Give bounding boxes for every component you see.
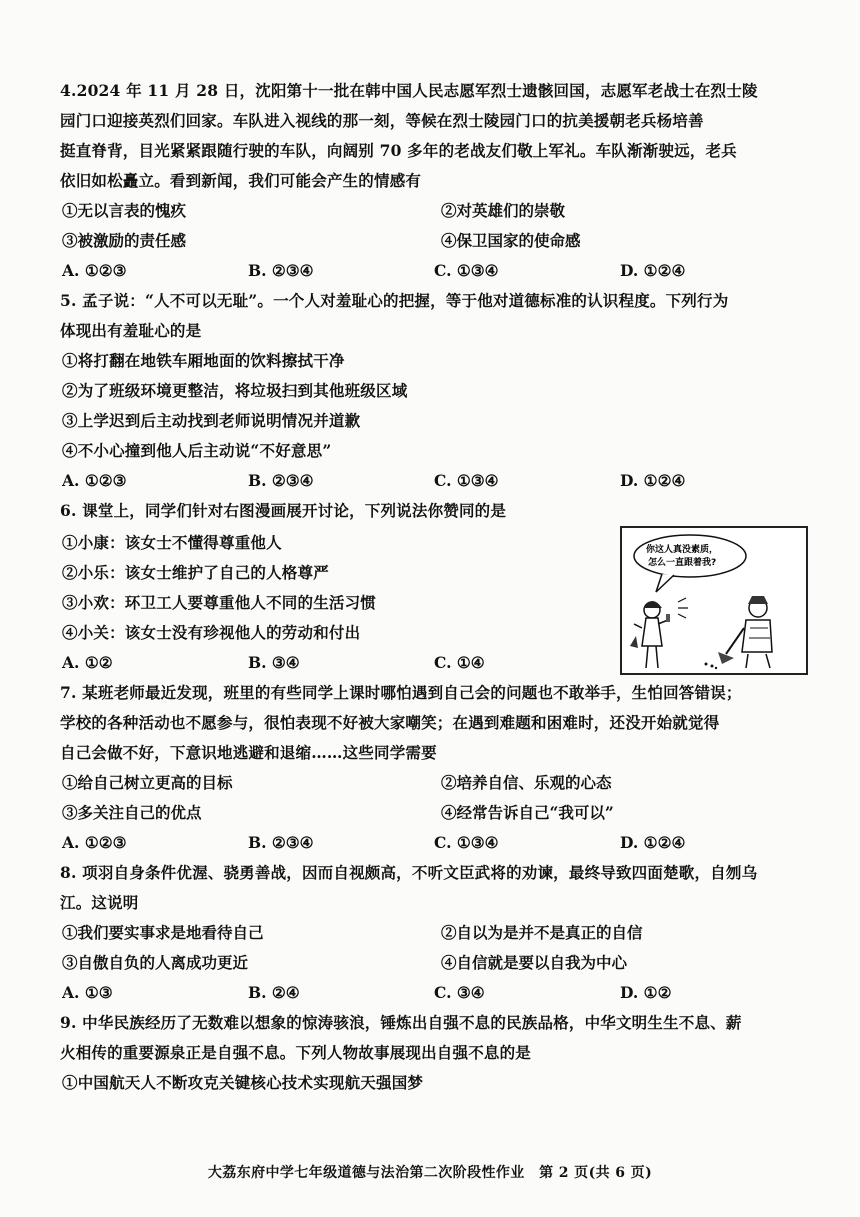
q5-item-1: ①将打翻在地铁车厢地面的饮料擦拭干净 xyxy=(62,351,345,370)
q8-option-c: C. ③④ xyxy=(434,983,485,1002)
q5-item-3: ③上学迟到后主动找到老师说明情况并道歉 xyxy=(62,411,361,430)
q6-item-2: ②小乐：该女士维护了自己的人格尊严 xyxy=(62,563,329,582)
q5-stem-line-2: 体现出有羞耻心的是 xyxy=(60,321,202,340)
q8-option-a: A. ①③ xyxy=(62,983,113,1002)
q7-stem-line-1: 7. 某班老师最近发现，班里的有些同学上课时哪怕遇到自己会的问题也不敢举手，生怕回答错误； xyxy=(60,683,742,702)
q5-item-2: ②为了班级环境更整洁，将垃圾扫到其他班级区域 xyxy=(62,381,408,400)
q8-items-row-2 xyxy=(60,948,820,978)
q4-stem-line-4: 依旧如松矗立。看到新闻，我们可能会产生的情感有 xyxy=(60,171,422,190)
q4-option-a: A. ①②③ xyxy=(62,261,127,280)
q4-stem-line-1: 4.2024 年 11 月 28 日，沈阳第十一批在韩中国人民志愿军烈士遗骸回国，志愿军老战士在烈士陵 xyxy=(60,81,758,100)
q6-item-4: ④小关：该女士没有珍视他人的劳动和付出 xyxy=(62,623,361,642)
q5-option-d: D. ①②④ xyxy=(620,471,686,490)
q6-option-c: C. ①④ xyxy=(434,653,485,672)
question-9 xyxy=(60,1008,820,1098)
q7-item-2: ②培养自信、乐观的心态 xyxy=(441,773,612,792)
q8-option-b: B. ②④ xyxy=(248,983,300,1002)
q7-option-c: C. ①③④ xyxy=(434,833,499,852)
q5-options xyxy=(60,466,820,496)
q8-options xyxy=(60,978,820,1008)
q5-option-c: C. ①③④ xyxy=(434,471,499,490)
q6-option-b: B. ③④ xyxy=(248,653,300,672)
q7-option-b: B. ②③④ xyxy=(248,833,314,852)
q9-stem-line-1: 9. 中华民族经历了无数难以想象的惊涛骇浪，锤炼出自强不息的民族品格，中华文明生生不息、薪 xyxy=(60,1013,742,1032)
q7-items-row-2 xyxy=(60,798,820,828)
q7-item-3: ③多关注自己的优点 xyxy=(62,803,202,822)
q7-item-4: ④经常告诉自己“我可以” xyxy=(441,803,614,822)
q8-item-3: ③自傲自负的人离成功更近 xyxy=(62,953,249,972)
q6-item-1: ①小康：该女士不懂得尊重他人 xyxy=(62,533,282,552)
question-6 xyxy=(60,496,820,678)
q9-item-1: ①中国航天人不断攻克关键核心技术实现航天强国梦 xyxy=(62,1073,424,1092)
q4-item-2: ②对英雄们的崇敬 xyxy=(441,201,566,220)
q4-option-c: C. ①③④ xyxy=(434,261,499,280)
question-4 xyxy=(60,76,820,286)
q8-stem-line-2: 江。这说明 xyxy=(60,893,139,912)
q4-items-row-2 xyxy=(60,226,820,256)
q7-stem-line-2: 学校的各种活动也不愿参与，很怕表现不好被大家嘲笑；在遇到难题和困难时，还没开始就觉得 xyxy=(60,713,720,732)
exam-page xyxy=(60,76,820,1098)
q4-stem-line-2: 园门口迎接英烈们回家。车队进入视线的那一刻，等候在烈士陵园门口的抗美援朝老兵杨培善 xyxy=(60,111,704,130)
q8-item-1: ①我们要实事求是地看待自己 xyxy=(62,923,264,942)
q4-options xyxy=(60,256,820,286)
q6-option-a: A. ①② xyxy=(62,653,113,672)
q7-items-row-1 xyxy=(60,768,820,798)
cartoon-bubble-line-1: 你这人真没素质， xyxy=(646,545,719,555)
q6-stem: 6. 课堂上，同学们针对右图漫画展开讨论，下列说法你赞同的是 xyxy=(60,501,507,520)
q8-stem-line-1: 8. 项羽自身条件优渥、骁勇善战，因而自视颇高，不听文臣武将的劝谏，最终导致四面楚歌，自刎乌 xyxy=(60,863,758,882)
cartoon-drawing xyxy=(622,528,806,673)
q8-items-row-1 xyxy=(60,918,820,948)
q7-option-a: A. ①②③ xyxy=(62,833,127,852)
q6-items xyxy=(60,528,600,648)
q7-options xyxy=(60,828,820,858)
q4-item-1: ①无以言表的愧疚 xyxy=(62,201,187,220)
page-footer: 大荔东府中学七年级道德与法治第二次阶段性作业 第 2 页(共 6 页) xyxy=(207,1165,653,1181)
question-8 xyxy=(60,858,820,1008)
q5-option-b: B. ②③④ xyxy=(248,471,314,490)
q4-stem-line-3: 挺直脊背，目光紧紧跟随行驶的车队，向阔别 70 多年的老战友们敬上军礼。车队渐渐驶远，老兵 xyxy=(60,141,737,160)
question-7 xyxy=(60,678,820,858)
q5-stem-line-1: 5. 孟子说：“人不可以无耻”。一个人对羞耻心的把握，等于他对道德标准的认识程度。下列行为 xyxy=(60,291,729,310)
q4-item-3: ③被激励的责任感 xyxy=(62,231,187,250)
q4-items-row-1 xyxy=(60,196,820,226)
q8-item-4: ④自信就是要以自我为中心 xyxy=(441,953,628,972)
question-5 xyxy=(60,286,820,496)
q7-option-d: D. ①②④ xyxy=(620,833,686,852)
q8-item-2: ②自以为是并不是真正的自信 xyxy=(441,923,643,942)
q4-item-4: ④保卫国家的使命感 xyxy=(441,231,581,250)
q7-stem-line-3: 自己会做不好，下意识地逃避和退缩……这些同学需要 xyxy=(60,743,437,762)
q6-item-3: ③小欢：环卫工人要尊重他人不同的生活习惯 xyxy=(62,593,377,612)
cartoon-bubble-line-2: 怎么一直跟着我? xyxy=(648,558,717,568)
q7-item-1: ①给自己树立更高的目标 xyxy=(62,773,233,792)
q4-option-d: D. ①②④ xyxy=(620,261,686,280)
q8-option-d: D. ①② xyxy=(620,983,672,1002)
cartoon-image xyxy=(620,526,808,675)
q5-option-a: A. ①②③ xyxy=(62,471,127,490)
q9-stem-line-2: 火相传的重要源泉正是自强不息。下列人物故事展现出自强不息的是 xyxy=(60,1043,532,1062)
q5-item-4: ④不小心撞到他人后主动说“不好意思” xyxy=(62,441,332,460)
q4-option-b: B. ②③④ xyxy=(248,261,314,280)
